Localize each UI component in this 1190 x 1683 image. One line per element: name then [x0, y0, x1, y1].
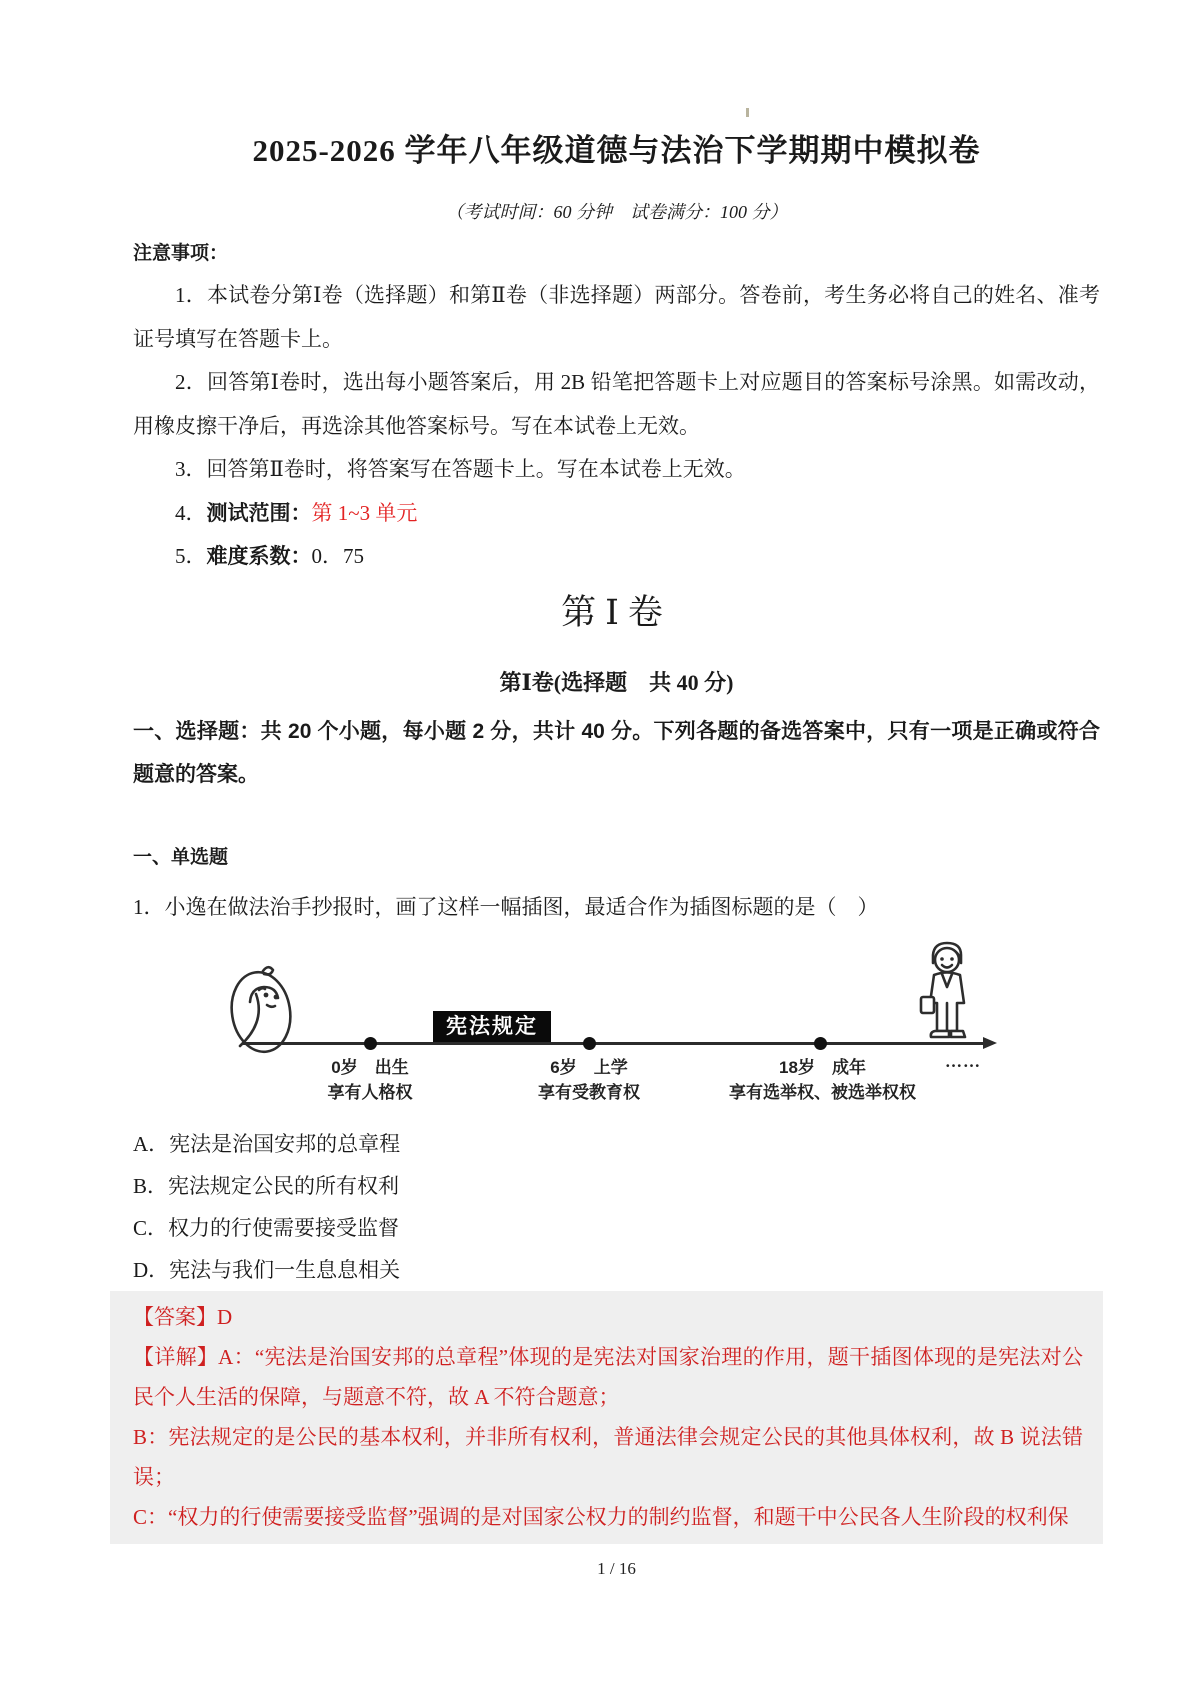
notices-heading: 注意事项：: [133, 243, 229, 264]
question-1-options: [133, 1123, 1100, 1291]
option-d: D．宪法与我们一生息息相关: [133, 1257, 401, 1282]
question-1-timeline-diagram: [133, 949, 1100, 1109]
timeline-dot-adult: [814, 1037, 827, 1050]
timeline-continuation-ellipsis: ……: [945, 1051, 981, 1071]
timeline-dot-school: [583, 1037, 596, 1050]
milestone-birth: [280, 1055, 460, 1105]
page-title: 2025-2026 学年八年级道德与法治下学期期中模拟卷: [252, 133, 981, 168]
milestone-school-right: 享有受教育权: [538, 1082, 640, 1102]
question-1-stem: 1．小逸在做法治手抄报时，画了这样一幅插图，最适合作为插图标题的是（ ）: [133, 894, 879, 919]
answer-line: 【答案】D: [133, 1304, 233, 1329]
milestone-birth-age: 0岁 出生: [331, 1057, 409, 1077]
timeline-axis: [243, 1042, 985, 1045]
question-1-answer-block: [110, 1291, 1103, 1544]
option-c: C．权力的行使需要接受监督: [133, 1215, 400, 1240]
scan-artifact-mark: [746, 108, 749, 117]
exam-time-score-subtitle: （考试时间：60 分钟 试卷满分：100 分）: [445, 202, 788, 222]
difficulty-value: 0．75: [311, 544, 364, 568]
analysis-line-c: C：“权力的行使需要接受监督”强调的是对国家公权力的制约监督，和题干中公民各人生阶段的权利保: [133, 1504, 1069, 1529]
milestone-adult: [695, 1055, 950, 1105]
notice-item-5: [133, 535, 1100, 579]
milestone-birth-right: 享有人格权: [327, 1082, 413, 1102]
milestone-school: [499, 1055, 679, 1105]
notice-item-2: 2．回答第Ⅰ卷时，选出每小题答案后，用 2B 铅笔把答题卡上对应题目的答案标号涂黑。如需改动，用橡皮擦干净后，再选涂其他答案标号。写在本试卷上无效。: [133, 370, 1100, 438]
notice-item-3: 3．回答第Ⅱ卷时，将答案写在答题卡上。写在本试卷上无效。: [175, 457, 746, 481]
volume-1-subtitle: 第Ⅰ卷(选择题 共 40 分): [499, 669, 734, 695]
choice-section-instruction: 一、选择题：共 20 个小题，每小题 2 分，共计 40 分。下列各题的备选答案中，只有一项是正确或符合题意的答案。: [133, 719, 1100, 786]
timeline-dot-birth: [364, 1037, 377, 1050]
volume-1-title: 第Ⅰ卷: [561, 592, 672, 632]
timeline-arrowhead-icon: [983, 1037, 997, 1049]
analysis-line-b: B：宪法规定的是公民的基本权利，并非所有权利，普通法律会规定公民的其他具体权利，故 B 说法错误；: [133, 1424, 1083, 1489]
page-number-indicator: 1 / 16: [597, 1558, 636, 1578]
milestone-school-age: 6岁 上学: [550, 1057, 628, 1077]
test-range-value: 第 1~3 单元: [311, 500, 418, 525]
notice-5-number: 5．: [175, 544, 207, 568]
option-b: B．宪法规定公民的所有权利: [133, 1173, 400, 1198]
analysis-line-a: 【详解】A：“宪法是治国安邦的总章程”体现的是宪法对国家治理的作用，题干插图体现的是宪法对公民个人生活的保障，与题意不符，故 A 不符合题意；: [133, 1344, 1083, 1409]
option-a: A．宪法是治国安邦的总章程: [133, 1131, 401, 1156]
notice-item-1: 1．本试卷分第Ⅰ卷（选择题）和第Ⅱ卷（非选择题）两部分。答卷前，考生务必将自己的姓名、准考证号填写在答题卡上。: [133, 283, 1100, 351]
milestone-adult-age: 18岁 成年: [779, 1057, 866, 1077]
notice-4-label: 测试范围：: [206, 501, 312, 525]
notice-4-number: 4．: [175, 500, 207, 525]
single-choice-heading: 一、单选题: [133, 846, 229, 868]
milestone-adult-right: 享有选举权、被选举权权: [729, 1082, 916, 1102]
notice-5-label: 难度系数：: [206, 545, 312, 568]
businessman-icon: [918, 939, 974, 1045]
constitution-stipulates-label: 宪法规定: [433, 1011, 551, 1042]
notice-item-4: [133, 492, 1100, 536]
